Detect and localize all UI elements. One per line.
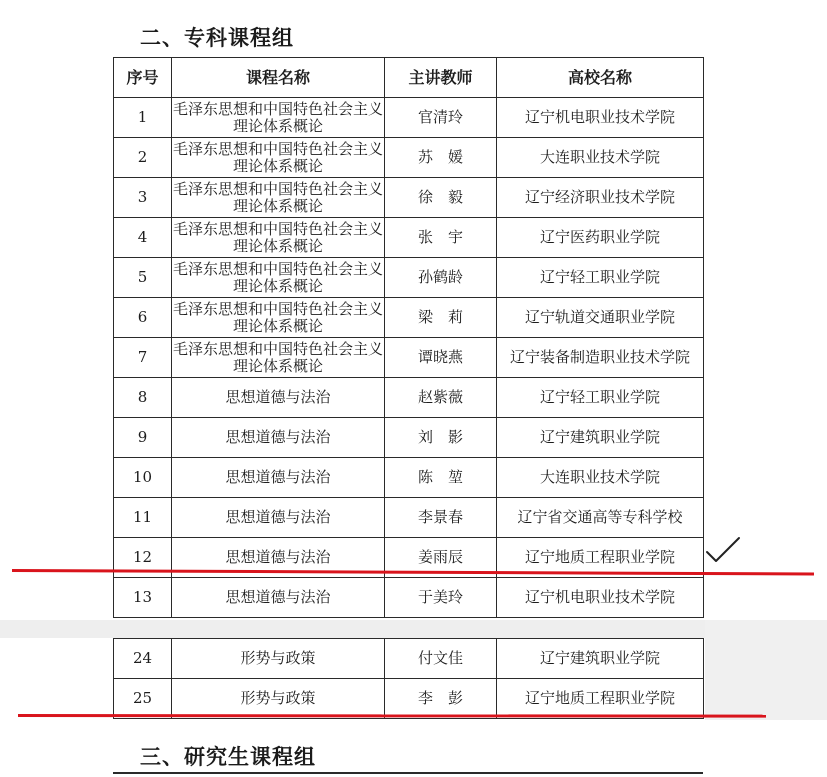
cell-course: 思想道德与法治 [172,418,385,458]
cell-teacher: 赵紫薇 [385,378,497,418]
cell-no: 3 [114,178,172,218]
cell-teacher: 于美玲 [385,578,497,618]
cell-teacher: 李 彭 [385,679,497,719]
table-row [114,458,704,498]
table-row [114,639,704,679]
table-row [114,218,704,258]
red-underline-row-25 [18,714,766,718]
section-3-title: 三、研究生课程组 [140,745,316,769]
course-table-top [113,57,704,618]
cell-course: 毛泽东思想和中国特色社会主义理论体系概论 [172,218,385,258]
cell-teacher: 徐 毅 [385,178,497,218]
page-gap-right [705,620,827,720]
cell-no: 6 [114,298,172,338]
table-row [114,338,704,378]
cell-teacher: 官清玲 [385,98,497,138]
cell-course: 思想道德与法治 [172,378,385,418]
cell-teacher: 张 宇 [385,218,497,258]
cell-school: 辽宁地质工程职业学院 [497,679,704,719]
cell-teacher: 谭晓燕 [385,338,497,378]
table-row [114,258,704,298]
cell-no: 13 [114,578,172,618]
cell-teacher: 陈 堃 [385,458,497,498]
next-table-top-border [113,772,703,774]
cell-course: 形势与政策 [172,679,385,719]
cell-teacher: 梁 莉 [385,298,497,338]
table-row [114,679,704,719]
cell-no: 1 [114,98,172,138]
cell-school: 辽宁建筑职业学院 [497,418,704,458]
cell-school: 辽宁机电职业技术学院 [497,578,704,618]
cell-no: 4 [114,218,172,258]
page-gap [0,620,827,638]
cell-school: 辽宁地质工程职业学院 [497,538,704,578]
cell-school: 辽宁机电职业技术学院 [497,98,704,138]
cell-course: 思想道德与法治 [172,498,385,538]
cell-course: 毛泽东思想和中国特色社会主义理论体系概论 [172,338,385,378]
cell-school: 辽宁装备制造职业技术学院 [497,338,704,378]
header-teacher: 主讲教师 [385,58,497,98]
cell-no: 11 [114,498,172,538]
cell-school: 辽宁轨道交通职业学院 [497,298,704,338]
cell-course: 思想道德与法治 [172,458,385,498]
cell-no: 9 [114,418,172,458]
table-header-row [114,58,704,98]
cell-no: 5 [114,258,172,298]
cell-teacher: 姜雨辰 [385,538,497,578]
cell-school: 辽宁轻工职业学院 [497,378,704,418]
header-no: 序号 [114,58,172,98]
cell-school: 辽宁省交通高等专科学校 [497,498,704,538]
cell-course: 毛泽东思想和中国特色社会主义理论体系概论 [172,178,385,218]
cell-no: 25 [114,679,172,719]
cell-course: 思想道德与法治 [172,538,385,578]
cell-teacher: 李景春 [385,498,497,538]
section-2-title: 二、专科课程组 [140,26,294,50]
cell-course: 毛泽东思想和中国特色社会主义理论体系概论 [172,98,385,138]
cell-no: 7 [114,338,172,378]
cell-no: 24 [114,639,172,679]
table-row [114,578,704,618]
cell-course: 形势与政策 [172,639,385,679]
check-mark-icon [705,536,741,564]
header-school: 高校名称 [497,58,704,98]
header-course: 课程名称 [172,58,385,98]
cell-course: 思想道德与法治 [172,578,385,618]
cell-school: 大连职业技术学院 [497,458,704,498]
cell-school: 辽宁医药职业学院 [497,218,704,258]
table-row [114,298,704,338]
table-row [114,418,704,458]
cell-no: 10 [114,458,172,498]
cell-school: 辽宁经济职业技术学院 [497,178,704,218]
cell-teacher: 苏 媛 [385,138,497,178]
cell-teacher: 付文佳 [385,639,497,679]
cell-no: 12 [114,538,172,578]
cell-course: 毛泽东思想和中国特色社会主义理论体系概论 [172,138,385,178]
cell-course: 毛泽东思想和中国特色社会主义理论体系概论 [172,258,385,298]
cell-no: 2 [114,138,172,178]
table-row [114,378,704,418]
cell-teacher: 孙鹤龄 [385,258,497,298]
cell-school: 大连职业技术学院 [497,138,704,178]
table-row [114,98,704,138]
course-table-bottom [113,638,704,719]
cell-no: 8 [114,378,172,418]
cell-school: 辽宁轻工职业学院 [497,258,704,298]
cell-teacher: 刘 影 [385,418,497,458]
table-row [114,498,704,538]
cell-course: 毛泽东思想和中国特色社会主义理论体系概论 [172,298,385,338]
cell-school: 辽宁建筑职业学院 [497,639,704,679]
table-row [114,138,704,178]
table-row [114,178,704,218]
